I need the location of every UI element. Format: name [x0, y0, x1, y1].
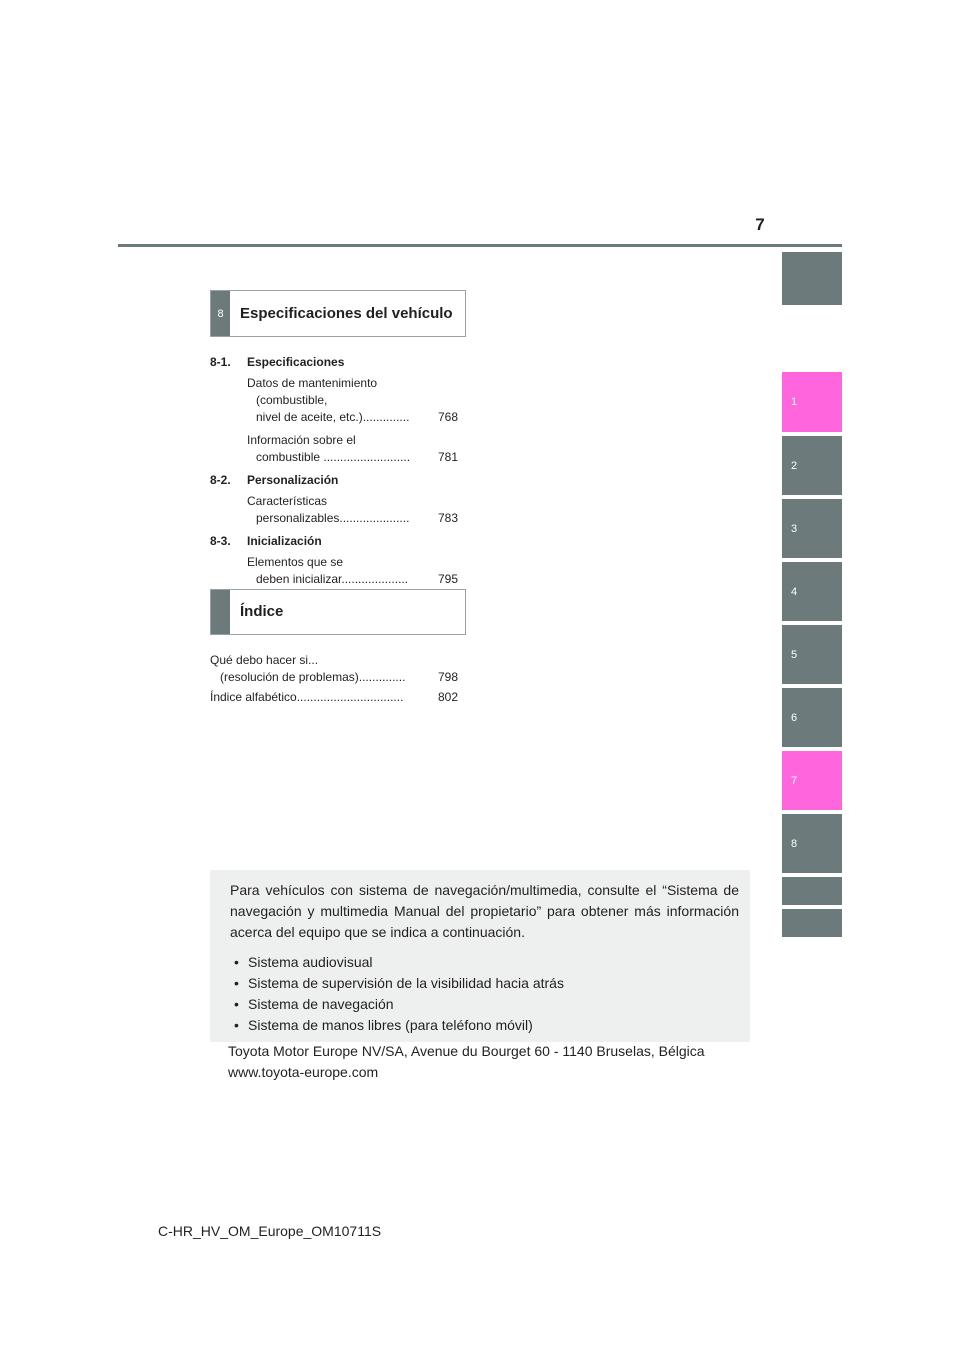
section-badge — [211, 590, 230, 634]
section-title: Especificaciones del vehículo — [240, 304, 453, 322]
subsection-8-3[interactable]: 8-3. Inicialización — [210, 534, 322, 548]
chapter-tab-6[interactable]: 6 — [782, 688, 842, 747]
website-link[interactable]: www.toyota-europe.com — [228, 1064, 379, 1080]
page-ref: 768 — [437, 410, 458, 424]
list-item: • Sistema de manos libres (para teléfono móvil) — [234, 1015, 564, 1036]
toc-entry[interactable]: Características personalizables..................... 783 — [247, 494, 458, 525]
chapter-tab-4[interactable]: 4 — [782, 562, 842, 621]
section8-toc — [210, 354, 458, 594]
list-item: • Sistema de supervisión de la visibilidad hacia atrás — [234, 973, 564, 994]
chapter-tab-8[interactable]: 8 — [782, 814, 842, 873]
chapter-tab-3[interactable]: 3 — [782, 499, 842, 558]
index-toc — [210, 652, 458, 706]
chapter-tab-2[interactable]: 2 — [782, 436, 842, 495]
section-heading-index — [210, 589, 466, 635]
page-ref: 783 — [437, 511, 458, 525]
header-rule — [118, 244, 842, 247]
toc-entry[interactable]: Información sobre el combustible .......................... 781 — [247, 433, 458, 464]
chapter-tab-blank-top[interactable] — [782, 252, 842, 305]
page-ref: 802 — [437, 690, 458, 704]
chapter-tab-5[interactable]: 5 — [782, 625, 842, 684]
toc-entry[interactable]: Elementos que se deben inicializar.................... 795 — [247, 555, 458, 586]
info-box — [210, 870, 750, 1042]
section-heading-8 — [210, 290, 466, 337]
section-badge: 8 — [211, 291, 230, 336]
page-ref: 781 — [437, 450, 458, 464]
list-item: • Sistema de navegación — [234, 994, 564, 1015]
toc-entry[interactable]: Datos de mantenimiento (combustible, nivel de aceite, etc.).............. 768 — [247, 376, 458, 424]
page-ref: 795 — [437, 572, 458, 586]
toc-entry[interactable]: Qué debo hacer si... (resolución de problemas).............. 798 — [210, 653, 458, 684]
section-title: Índice — [240, 603, 284, 620]
publisher-address: Toyota Motor Europe NV/SA, Avenue du Bourget 60 - 1140 Bruselas, Bélgica www.toyota-europe.com — [228, 1041, 748, 1083]
subsection-8-1[interactable]: 8-1. Especificaciones — [210, 355, 345, 369]
info-bullet-list — [234, 952, 564, 1036]
page-number: 7 — [755, 215, 765, 234]
chapter-tab-7[interactable]: 7 — [782, 751, 842, 810]
list-item: • Sistema audiovisual — [234, 952, 564, 973]
chapter-tab-blank-10[interactable] — [782, 909, 842, 937]
footer-code: C-HR_HV_OM_Europe_OM10711S — [158, 1223, 382, 1239]
toc-entry[interactable]: Índice alfabético................................ 802 — [210, 690, 458, 704]
chapter-tab-1[interactable]: 1 — [782, 372, 842, 432]
chapter-tab-blank-9[interactable] — [782, 877, 842, 905]
subsection-8-2[interactable]: 8-2. Personalización — [210, 473, 339, 487]
page-ref: 798 — [437, 670, 458, 684]
info-paragraph: Para vehículos con sistema de navegación/multimedia, consulte el “Sistema de navegación y multimedia Manual del propietario” para obtener más información acerca del equipo que se indica a continuación. — [230, 882, 739, 940]
